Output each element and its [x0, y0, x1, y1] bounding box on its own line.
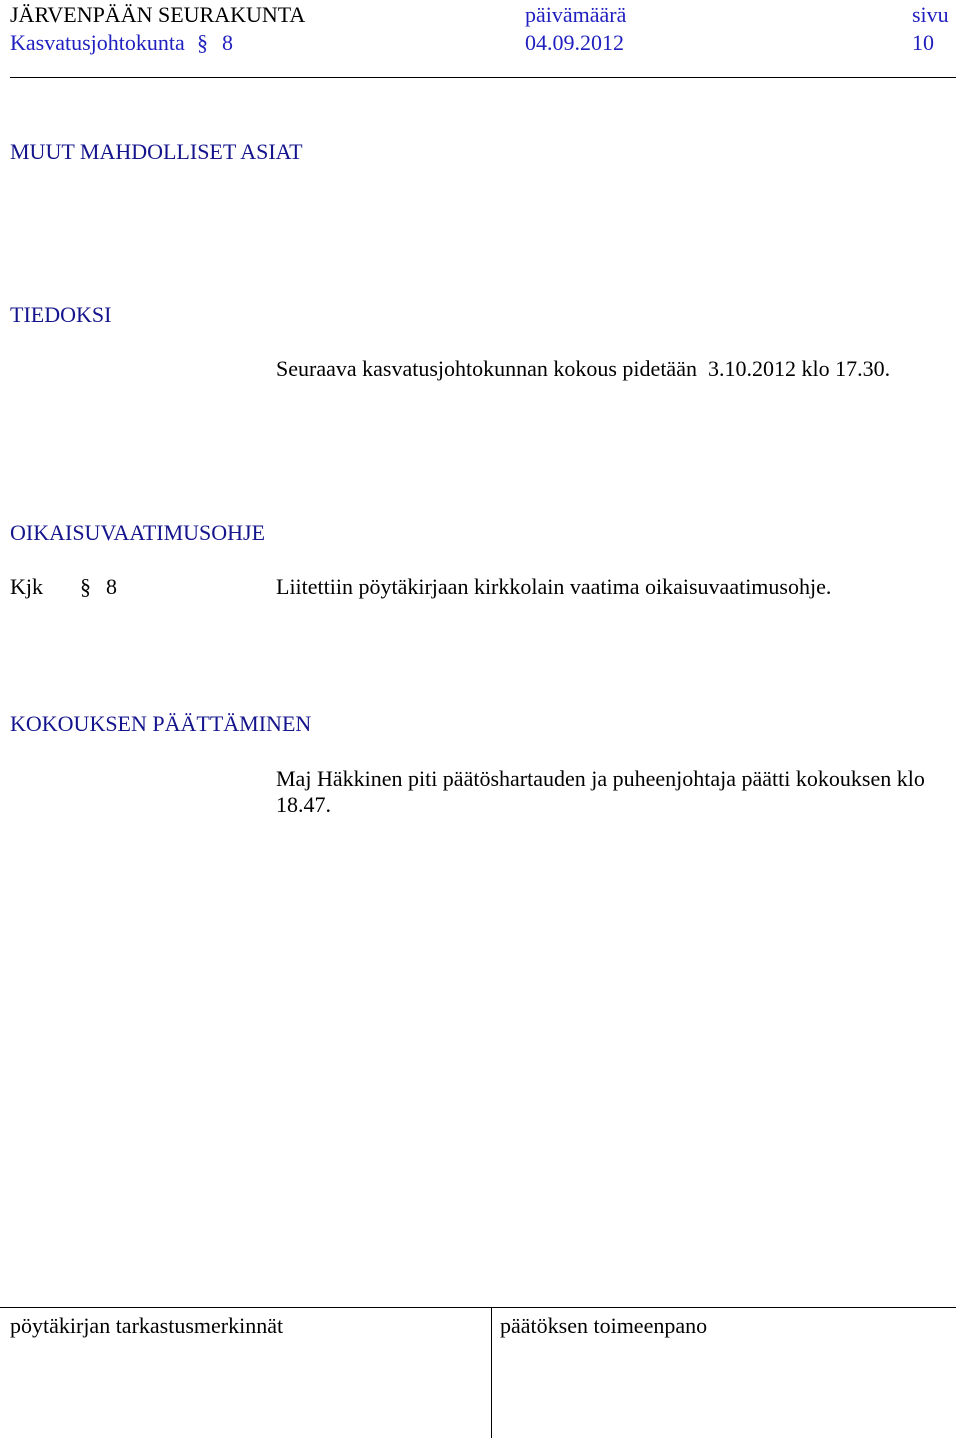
page-label: sivu [912, 2, 949, 27]
page-number: 10 [912, 30, 934, 55]
section-heading-muut: MUUT MAHDOLLISET ASIAT [10, 139, 303, 164]
tiedoksi-text: Seuraava kasvatusjohtokunnan kokous pidetään 3.10.2012 klo 17.30. [276, 356, 891, 381]
header-divider [10, 77, 956, 78]
oikaisu-text: Liitettiin pöytäkirjaan kirkkolain vaatima oikaisuvaatimusohje. [276, 574, 832, 599]
section-number: 8 [222, 30, 233, 55]
footer-divider [0, 1307, 956, 1308]
meeting-date: 04.09.2012 [525, 30, 624, 55]
footer-column-divider [491, 1307, 492, 1438]
section-heading-paattaminen: KOKOUKSEN PÄÄTTÄMINEN [10, 711, 312, 736]
section-sign: § [197, 30, 208, 55]
board-name: Kasvatusjohtokunta [10, 30, 185, 55]
oikaisu-section-sign: § [80, 574, 91, 599]
organization-name: JÄRVENPÄÄN SEURAKUNTA [10, 2, 306, 27]
oikaisu-ref-label: Kjk [10, 574, 43, 599]
oikaisu-section-number: 8 [106, 574, 117, 599]
section-heading-oikaisu: OIKAISUVAATIMUSOHJE [10, 520, 266, 545]
section-heading-tiedoksi: TIEDOKSI [10, 302, 112, 327]
paattaminen-text: Maj Häkkinen piti päätöshartauden ja puheenjohtaja päätti kokouksen klo 18.47. [276, 766, 925, 817]
footer-review-label: pöytäkirjan tarkastusmerkinnät [10, 1313, 284, 1338]
date-label: päivämäärä [525, 2, 627, 27]
footer-execution-label: päätöksen toimeenpano [500, 1313, 708, 1338]
